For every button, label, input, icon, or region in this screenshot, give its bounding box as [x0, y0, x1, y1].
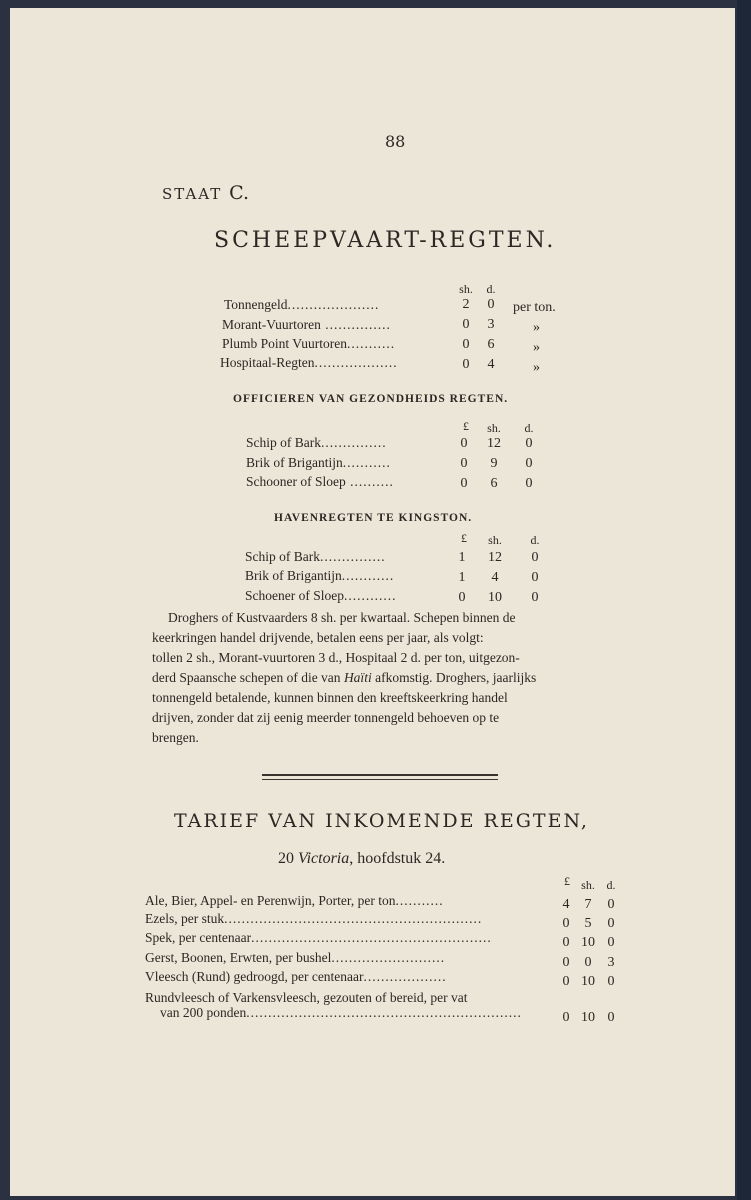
tarief-sh: 10	[581, 935, 595, 950]
book-spine	[737, 0, 751, 1200]
s1-d: 0	[487, 297, 495, 312]
leader-dots: ...................	[363, 969, 447, 984]
tarief-d: 0	[607, 1010, 615, 1025]
tarief-label: Ezels, per stuk	[145, 911, 225, 926]
paragraph-line: drijven, zonder dat zij eenig meerder tonnengeld behoeven op te	[152, 710, 500, 725]
s3-d: 0	[531, 570, 539, 585]
s1-label: Morant-Vuurtoren	[222, 317, 321, 332]
divider-rule-top	[262, 774, 498, 776]
tarief-header-d: d.	[606, 878, 616, 892]
s3-pound: 1	[458, 570, 466, 585]
tarief-pound: 0	[562, 974, 570, 989]
tarief-pound: 0	[562, 1010, 570, 1025]
s2-label: Brik of Brigantijn	[246, 455, 343, 470]
tarief-pound: 0	[562, 935, 570, 950]
tarief-title: TARIEF VAN INKOMENDE REGTEN,	[174, 810, 589, 832]
tarief-sh: 10	[581, 974, 595, 989]
leader-dots: ...........	[346, 336, 396, 351]
s3-header-sh: sh.	[488, 533, 502, 547]
s2-pound: 0	[460, 456, 468, 471]
s1-unit: »	[533, 360, 540, 375]
s2-label: Schip of Bark	[246, 435, 321, 450]
leader-dots: ...............	[320, 317, 391, 332]
paragraph-line: tollen 2 sh., Morant-vuurtoren 3 d., Hospitaal 2 d. per ton, uitgezon-	[152, 650, 520, 665]
tarief-sh: 7	[584, 897, 592, 912]
s3-label: Brik of Brigantijn	[245, 568, 342, 583]
s2-pound: 0	[460, 476, 468, 491]
section-title-officieren: OFFICIEREN VAN GEZONDHEIDS REGTEN.	[233, 393, 509, 405]
s2-d: 0	[525, 476, 533, 491]
s1-unit: »	[533, 340, 540, 355]
s2-d: 0	[525, 436, 533, 451]
tarief-d: 0	[607, 974, 615, 989]
s1-sh: 0	[462, 337, 470, 352]
staat-label	[162, 182, 249, 204]
leader-dots: ............	[341, 568, 395, 583]
s2-d: 0	[525, 456, 533, 471]
s3-sh: 10	[488, 590, 502, 605]
staat-letter: C.	[229, 182, 249, 204]
s1-label: Plumb Point Vuurtoren	[222, 336, 347, 351]
s3-header-pound: £	[461, 531, 467, 545]
s2-header-pound: £	[463, 419, 469, 433]
s1-d: 6	[487, 337, 495, 352]
s2-header-d: d.	[524, 421, 534, 435]
s2-sh: 6	[490, 476, 498, 491]
paragraph-line: keerkringen handel drijvende, betalen eens per jaar, als volgt:	[152, 630, 484, 645]
s3-sh: 4	[491, 570, 499, 585]
s2-pound: 0	[460, 436, 468, 451]
s2-sh: 9	[490, 456, 498, 471]
leader-dots: ..........................	[331, 950, 446, 965]
leader-dots: ...............	[320, 549, 386, 564]
leader-dots: ...........	[395, 893, 444, 908]
s2-header-sh: sh.	[487, 421, 501, 435]
paragraph-line: tonnengeld betalende, kunnen binnen den kreeftskeerkring handel	[152, 690, 508, 705]
s1-sh: 2	[462, 297, 470, 312]
tarief-header-sh: sh.	[581, 878, 595, 892]
leader-dots: .....................	[287, 297, 380, 312]
leader-dots: ............	[343, 588, 397, 603]
staat-word: STAAT	[162, 185, 223, 203]
s1-unit: per ton.	[513, 300, 556, 315]
tarief-pound: 0	[562, 916, 570, 931]
leader-dots: ...................	[314, 355, 398, 370]
section-title-havenregten: HAVENREGTEN TE KINGSTON.	[274, 512, 473, 524]
s3-label: Schip of Bark	[245, 549, 320, 564]
s1-label: Tonnengeld	[224, 297, 288, 312]
page-title: SCHEEPVAART-REGTEN.	[214, 228, 557, 253]
s2-label: Schooner of Sloep	[246, 474, 346, 489]
victoria-italic: Victoria	[298, 850, 350, 867]
tarief-pound: 4	[562, 897, 570, 912]
s3-label: Schoener of Sloep	[245, 588, 344, 603]
paragraph-line: Droghers of Kustvaarders 8 sh. per kwartaal. Schepen binnen de	[168, 610, 516, 625]
tarief-sh: 0	[584, 955, 592, 970]
s3-pound: 0	[458, 590, 466, 605]
haiti-italic: Haïti	[343, 670, 372, 685]
tarief-label: Vleesch (Rund) gedroogd, per centenaar	[145, 969, 364, 984]
s1-d: 4	[487, 357, 495, 372]
page-number: 88	[385, 132, 406, 151]
paragraph-line: brengen.	[152, 730, 199, 745]
s1-sh: 0	[462, 357, 470, 372]
leader-dots: ...........................................................	[224, 911, 483, 926]
tarief-header-pound: £	[564, 874, 570, 888]
tarief-d: 3	[607, 955, 615, 970]
leader-dots: ..........	[345, 474, 394, 489]
leader-dots: ...............	[321, 435, 387, 450]
s3-header-d: d.	[530, 533, 540, 547]
tarief-label: Spek, per centenaar	[145, 930, 252, 945]
s2-sh: 12	[487, 436, 501, 451]
tarief-label: Gerst, Boonen, Erwten, per bushel	[145, 950, 332, 965]
tarief-subtitle: 20 Victoria, hoofdstuk 24.	[278, 850, 446, 867]
paragraph-line: derd Spaansche schepen of die van Haïti afkomstig. Droghers, jaarlijks	[152, 670, 537, 685]
tarief-label: Rundvleesch of Varkensvleesch, gezouten of bereid, per vat	[145, 990, 468, 1005]
tarief-pound: 0	[562, 955, 570, 970]
note-paragraph	[152, 608, 614, 748]
s1-header-d: d.	[486, 282, 496, 296]
leader-dots: .......................................................	[251, 930, 492, 945]
s3-d: 0	[531, 590, 539, 605]
tarief-sh: 5	[584, 916, 592, 931]
s1-label: Hospitaal-Regten	[220, 355, 315, 370]
tarief-d: 0	[607, 897, 615, 912]
s3-d: 0	[531, 550, 539, 565]
s3-pound: 1	[458, 550, 466, 565]
leader-dots: ...........	[342, 455, 391, 470]
tarief-d: 0	[607, 916, 615, 931]
tarief-label: van 200 ponden	[160, 1005, 247, 1020]
leader-dots: ...............................................................	[246, 1005, 522, 1020]
tarief-sh: 10	[581, 1010, 595, 1025]
tarief-label: Ale, Bier, Appel- en Perenwijn, Porter, per ton	[145, 893, 396, 908]
s1-d: 3	[487, 317, 495, 332]
s1-unit: »	[533, 320, 540, 335]
tarief-d: 0	[607, 935, 615, 950]
divider-rule-bottom	[262, 779, 498, 780]
s1-sh: 0	[462, 317, 470, 332]
s3-sh: 12	[488, 550, 502, 565]
s1-header-sh: sh.	[459, 282, 473, 296]
